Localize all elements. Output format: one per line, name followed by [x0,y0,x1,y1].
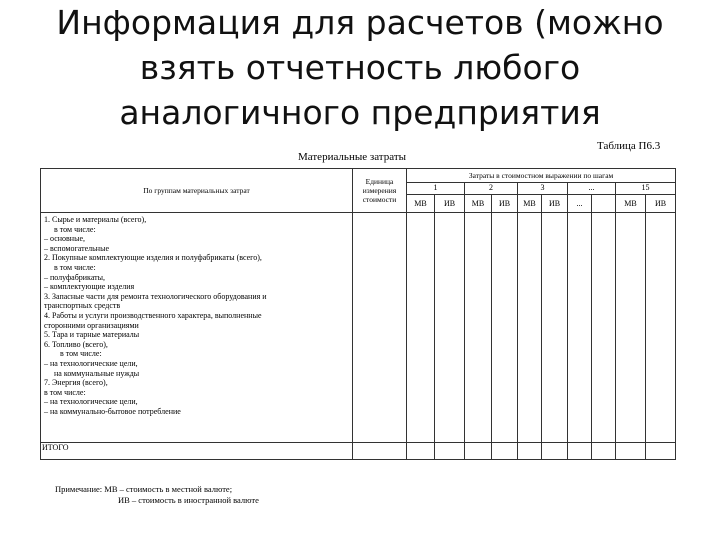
step-1: 1 [407,183,465,195]
cost-item: 1. Сырье и материалы (всего), [44,215,147,224]
subhead-mv: МВ [407,195,435,213]
data-cell [465,213,492,443]
slide-title [0,0,720,136]
title-line-1: Информация для расчетов (можно [56,3,664,42]
cost-item: на коммунальные нужды [54,368,140,378]
data-cell [492,213,518,443]
step-2: 2 [465,183,518,195]
cost-item: в том числе: [54,262,96,272]
cost-item: – на технологические цели, [44,358,138,368]
cost-item: – на коммунально-бытовое потребление [44,406,181,416]
cost-item: в том числе: [44,387,86,397]
data-cell [542,443,568,460]
header-unit: Единица измерения стоимости [353,169,407,213]
data-cell [616,213,646,443]
subhead-iv: ИВ [435,195,465,213]
data-cell [592,213,616,443]
data-cell [492,443,518,460]
data-cell [646,443,676,460]
table-footnote [55,484,259,506]
data-cell [568,443,592,460]
data-cell [353,443,407,460]
cost-item: – полуфабрикаты, [44,272,106,282]
subhead-mv: МВ [465,195,492,213]
step-15: 15 [616,183,676,195]
footnote-line-2: ИВ – стоимость в иностранной валюте [118,495,259,505]
cost-item: 5. Тара и тарные материалы [44,330,140,340]
title-line-2: взять отчетность любого [139,48,581,87]
header-group: По группам материальных затрат [41,169,353,213]
data-cell [435,213,465,443]
cost-item: 7. Энергия (всего), [44,378,108,388]
data-cell [518,443,542,460]
cost-item: – на технологические цели, [44,397,138,407]
cost-item: сторонними организациями [44,320,139,330]
data-cell [646,213,676,443]
cost-items-cell [41,213,353,443]
data-cell [435,443,465,460]
data-cell [542,213,568,443]
subhead-iv: ИВ [646,195,676,213]
material-costs-table [40,168,676,460]
step-ellipsis: ... [568,183,616,195]
subhead-mv: МВ [616,195,646,213]
step-3: 3 [518,183,568,195]
cost-item: 2. Покупные комплектующие изделия и полуфабрикаты (всего), [44,253,262,263]
subhead-iv: ИВ [542,195,568,213]
data-cell [518,213,542,443]
title-line-3: аналогичного предприятия [119,93,601,132]
table-number: Таблица П6.3 [597,140,661,152]
cost-item: – вспомогательные [44,243,109,253]
cost-item: 4. Работы и услуги производственного характера, выполненные [44,310,262,320]
subhead-ellipsis: ... [568,195,592,213]
cost-item: – комплектующие изделия [44,282,135,292]
data-cell [465,443,492,460]
data-cell [568,213,592,443]
data-cell [353,213,407,443]
subhead-empty [592,195,616,213]
footnote-line-1: Примечание: МВ – стоимость в местной валюте; [55,484,233,494]
cost-item: транспортных средств [44,301,121,311]
subhead-mv: МВ [518,195,542,213]
table-caption: Материальные затраты [298,151,407,163]
data-cell [407,443,435,460]
cost-item: в том числе: [54,224,96,234]
data-cell [592,443,616,460]
cost-item: в том числе: [60,349,102,359]
cost-item: – основные, [44,234,86,244]
header-costs: Затраты в стоимостном выражении по шагам [407,169,676,183]
data-cell [407,213,435,443]
cost-item: 3. Запасные части для ремонта технологического оборудования и [44,291,267,301]
data-cell [616,443,646,460]
cost-item: 6. Топливо (всего), [44,339,108,349]
total-label: ИТОГО [41,443,353,460]
subhead-iv: ИВ [492,195,518,213]
